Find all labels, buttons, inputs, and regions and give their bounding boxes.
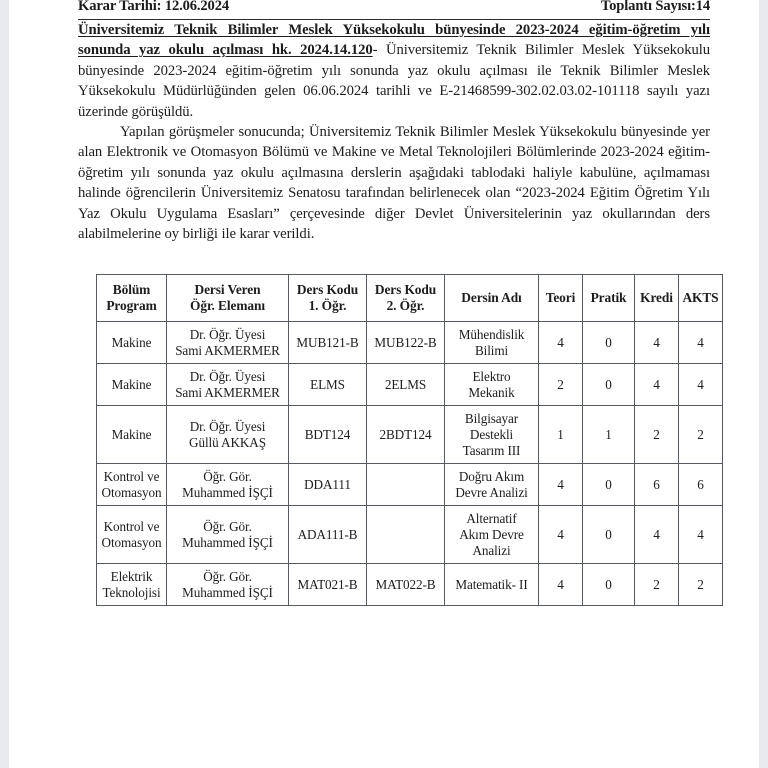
- cell-dersin-adi: Bilgisayar Destekli Tasarım III: [445, 406, 539, 464]
- cell-akts: 4: [679, 506, 723, 564]
- column-header-dersin-adi: Dersin Adı: [445, 275, 539, 322]
- decision-paragraph: Yapılan görüşmeler sonucunda; Üniversitemiz Teknik Bilimler Meslek Yüksekokulu bünyesinde yer alan Elektronik ve Otomasyon Bölümü ve Makine ve Metal Teknolojileri Bölümlerinde 2023-2024 eğitim-öğretim yılı sonunda yaz okulu açılmasına derslerin aşağıdaki tablodaki haliyle kabulüne, açılmaması halinde öğrencilerin Üniversitemiz Senatosu tarafından belirlenecek olan “2023-2024 Eğitim Öğretim Yılı Yaz Okulu Uygulama Esasları” çerçevesinde diğer Devlet Üniversitelerinin yaz okullarından ders alabilmelerine oy birliği ile karar verildi.: [78, 124, 710, 243]
- cell-ders-kodu-1: ADA111-B: [289, 506, 367, 564]
- cell-bolum-program: Kontrol ve Otomasyon: [97, 506, 167, 564]
- cell-ogretim-elemani: Dr. Öğr. Üyesi Güllü AKKAŞ: [167, 406, 289, 464]
- table-row: [97, 364, 723, 406]
- cell-kredi: 4: [635, 506, 679, 564]
- cell-pratik: 0: [583, 506, 635, 564]
- resolution-title: Üniversitemiz Teknik Bilimler Meslek Yüksekokulu bünyesinde 2023-2024 eğitim-öğretim yılı sonunda yaz okulu açılması hk. 2024.14.120: [78, 22, 710, 59]
- resolution-paragraph: [78, 20, 710, 122]
- cell-bolum-program: Makine: [97, 322, 167, 364]
- cell-pratik: 0: [583, 364, 635, 406]
- cell-kredi: 2: [635, 406, 679, 464]
- cell-ders-kodu-1: ELMS: [289, 364, 367, 406]
- cell-ders-kodu-1: MUB121-B: [289, 322, 367, 364]
- cell-kredi: 2: [635, 564, 679, 606]
- cell-kredi: 4: [635, 364, 679, 406]
- cell-akts: 2: [679, 406, 723, 464]
- cell-pratik: 1: [583, 406, 635, 464]
- cell-ogretim-elemani: Öğr. Gör. Muhammed İŞÇİ: [167, 464, 289, 506]
- course-table: [96, 274, 723, 606]
- cell-akts: 2: [679, 564, 723, 606]
- cell-dersin-adi: Doğru Akım Devre Analizi: [445, 464, 539, 506]
- column-header-akts: AKTS: [679, 275, 723, 322]
- cell-ders-kodu-1: BDT124: [289, 406, 367, 464]
- table-row: [97, 506, 723, 564]
- cell-teori: 4: [539, 322, 583, 364]
- cell-ders-kodu-1: MAT021-B: [289, 564, 367, 606]
- cell-teori: 4: [539, 506, 583, 564]
- cell-dersin-adi: Matematik- II: [445, 564, 539, 606]
- column-header-ogretim-elemani: Dersi Veren Öğr. Elemanı: [167, 275, 289, 322]
- resolution-body: - Üniversitemiz Teknik Bilimler Meslek Yüksekokulu bünyesinde 2023-2024 eğitim-öğretim yılı sonunda yaz okulu açılması ile Teknik Bilimler Meslek Yüksekokulu Müdürlüğünden gelen 06.06.2024 tarihli ve E-21468599-302.02.03.02-101118 sayılı yazı üzerinde görüşüldü.: [78, 42, 710, 120]
- cell-ogretim-elemani: Dr. Öğr. Üyesi Sami AKMERMER: [167, 364, 289, 406]
- cell-dersin-adi: Elektro Mekanik: [445, 364, 539, 406]
- cell-ders-kodu-2: MUB122-B: [367, 322, 445, 364]
- cell-dersin-adi: Mühendislik Bilimi: [445, 322, 539, 364]
- column-header-ders-kodu-1: Ders Kodu 1. Öğr.: [289, 275, 367, 322]
- cell-akts: 4: [679, 322, 723, 364]
- cell-pratik: 0: [583, 322, 635, 364]
- table-row: [97, 322, 723, 364]
- cell-ders-kodu-2: 2BDT124: [367, 406, 445, 464]
- cell-ders-kodu-2: [367, 506, 445, 564]
- table-row: [97, 406, 723, 464]
- cell-teori: 1: [539, 406, 583, 464]
- course-table-body: [97, 275, 723, 606]
- cell-pratik: 0: [583, 564, 635, 606]
- cell-ders-kodu-1: DDA111: [289, 464, 367, 506]
- cell-ders-kodu-2: MAT022-B: [367, 564, 445, 606]
- document-page: [9, 0, 759, 768]
- column-header-bolum-program: Bölüm Program: [97, 275, 167, 322]
- cell-ogretim-elemani: Öğr. Gör. Muhammed İŞÇİ: [167, 506, 289, 564]
- cell-ders-kodu-2: 2ELMS: [367, 364, 445, 406]
- toplanti-sayisi-label: Toplantı Sayısı:14: [600, 0, 710, 14]
- cell-ders-kodu-2: [367, 464, 445, 506]
- cell-teori: 2: [539, 364, 583, 406]
- cell-bolum-program: Makine: [97, 364, 167, 406]
- table-header-row: [97, 275, 723, 322]
- cell-bolum-program: Makine: [97, 406, 167, 464]
- cell-akts: 6: [679, 464, 723, 506]
- table-row: [97, 564, 723, 606]
- course-table-wrapper: [96, 274, 719, 606]
- column-header-pratik: Pratik: [583, 275, 635, 322]
- document-header: [78, 0, 710, 20]
- cell-ogretim-elemani: Dr. Öğr. Üyesi Sami AKMERMER: [167, 322, 289, 364]
- document-content: [78, 0, 719, 606]
- cell-kredi: 4: [635, 322, 679, 364]
- column-header-teori: Teori: [539, 275, 583, 322]
- column-header-ders-kodu-2: Ders Kodu 2. Öğr.: [367, 275, 445, 322]
- cell-akts: 4: [679, 364, 723, 406]
- karar-tarihi-label: Karar Tarihi: 12.06.2024: [78, 0, 229, 14]
- cell-teori: 4: [539, 564, 583, 606]
- column-header-kredi: Kredi: [635, 275, 679, 322]
- cell-bolum-program: Kontrol ve Otomasyon: [97, 464, 167, 506]
- cell-pratik: 0: [583, 464, 635, 506]
- cell-bolum-program: Elektrik Teknolojisi: [97, 564, 167, 606]
- table-row: [97, 464, 723, 506]
- cell-teori: 4: [539, 464, 583, 506]
- cell-kredi: 6: [635, 464, 679, 506]
- cell-dersin-adi: Alternatif Akım Devre Analizi: [445, 506, 539, 564]
- cell-ogretim-elemani: Öğr. Gör. Muhammed İŞÇİ: [167, 564, 289, 606]
